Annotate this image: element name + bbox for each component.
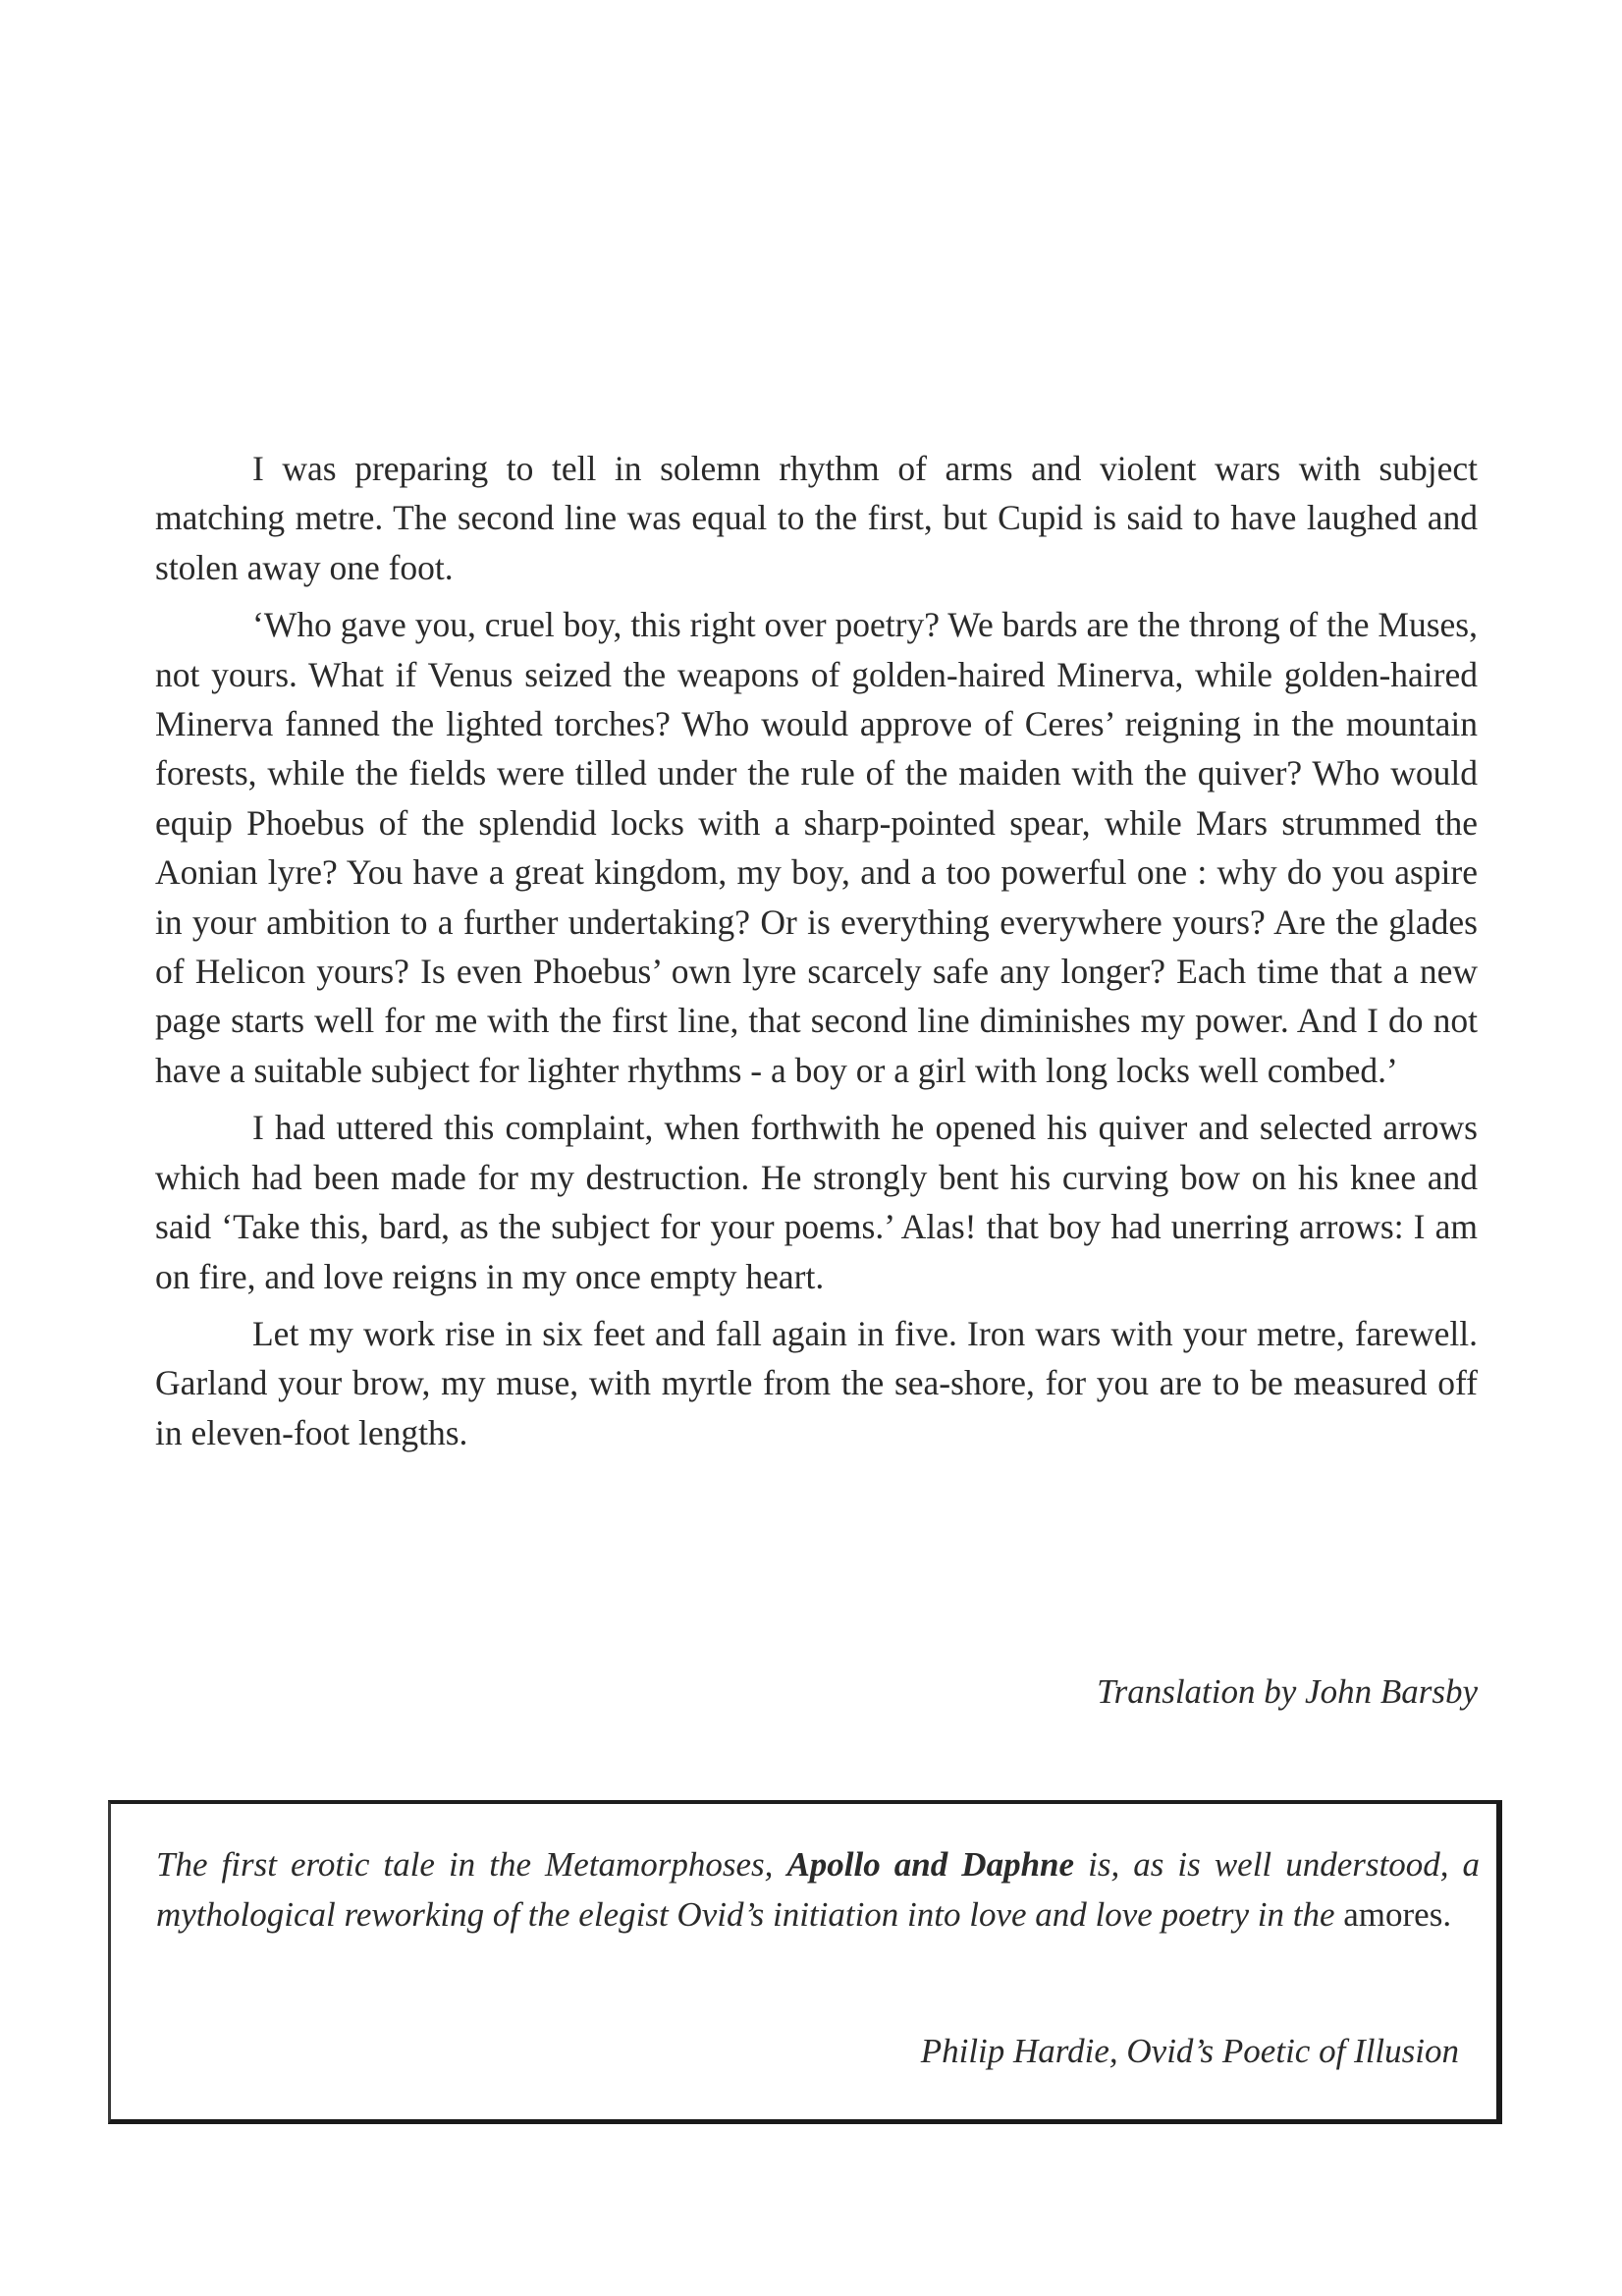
quote-lead: The first erotic tale in the Metamorphoses, [156,1845,787,1884]
quote-text [156,1839,1480,1940]
paragraph: I was preparing to tell in solemn rhythm of arms and violent wars with subject matching metre. The second line was equal to the first, but Cupid is said to have laughed and stolen away one foot. [155,449,1478,587]
quote-title: Apollo and Daphne [786,1845,1075,1884]
paragraph: I had uttered this complaint, when forthwith he opened his quiver and selected arrows which had been made for my destruction. He strongly bent his curving bow on his knee and said ‘Take this, bard, as the subject for your poems.’ Alas! that boy had unerring arrows: I am on fire, and love reigns in my once empty heart. [155,1108,1478,1296]
translation-body [155,444,1478,1465]
quote-source: Philip Hardie, Ovid’s Poetic of Illusion [920,2032,1459,2070]
translation-attribution: Translation by John Barsby [1097,1672,1478,1711]
quote-end: amores. [1343,1895,1452,1934]
paragraph: Let my work rise in six feet and fall again in five. Iron wars with your metre, farewell. Garland your brow, my muse, with myrtle from the sea-shore, for you are to be measured off in eleven-foot lengths. [155,1313,1478,1452]
quote-box [108,1800,1502,2124]
quote-middle: is, as is well understood, a mythological reworking of the elegist Ovid’s initiation into love and love poetry in the [156,1845,1481,1934]
paragraph: ‘Who gave you, cruel boy, this right over poetry? We bards are the throng of the Muses, not yours. What if Venus seized the weapons of golden-haired Minerva, while golden-haired Minerva fanned the lighted torches? Who would approve of Ceres’ reigning in the mountain forests, while the fields were tilled under the rule of the maiden with the quiver? Who would equip Phoebus of the splendid locks with a sharp-pointed spear, while Mars strummed the Aonian lyre? You have a great kingdom, my boy, and a too powerful one : why do you aspire in your ambition to a further undertaking? Or is everything everywhere yours? Are the glades of Helicon yours? Is even Phoebus’ own lyre scarcely safe any longer? Each time that a new page starts well for me with the first line, that second line diminishes my power. And I do not have a suitable subject for lighter rhythms - a boy or a girl with long locks well combed.’ [155,605,1478,1090]
